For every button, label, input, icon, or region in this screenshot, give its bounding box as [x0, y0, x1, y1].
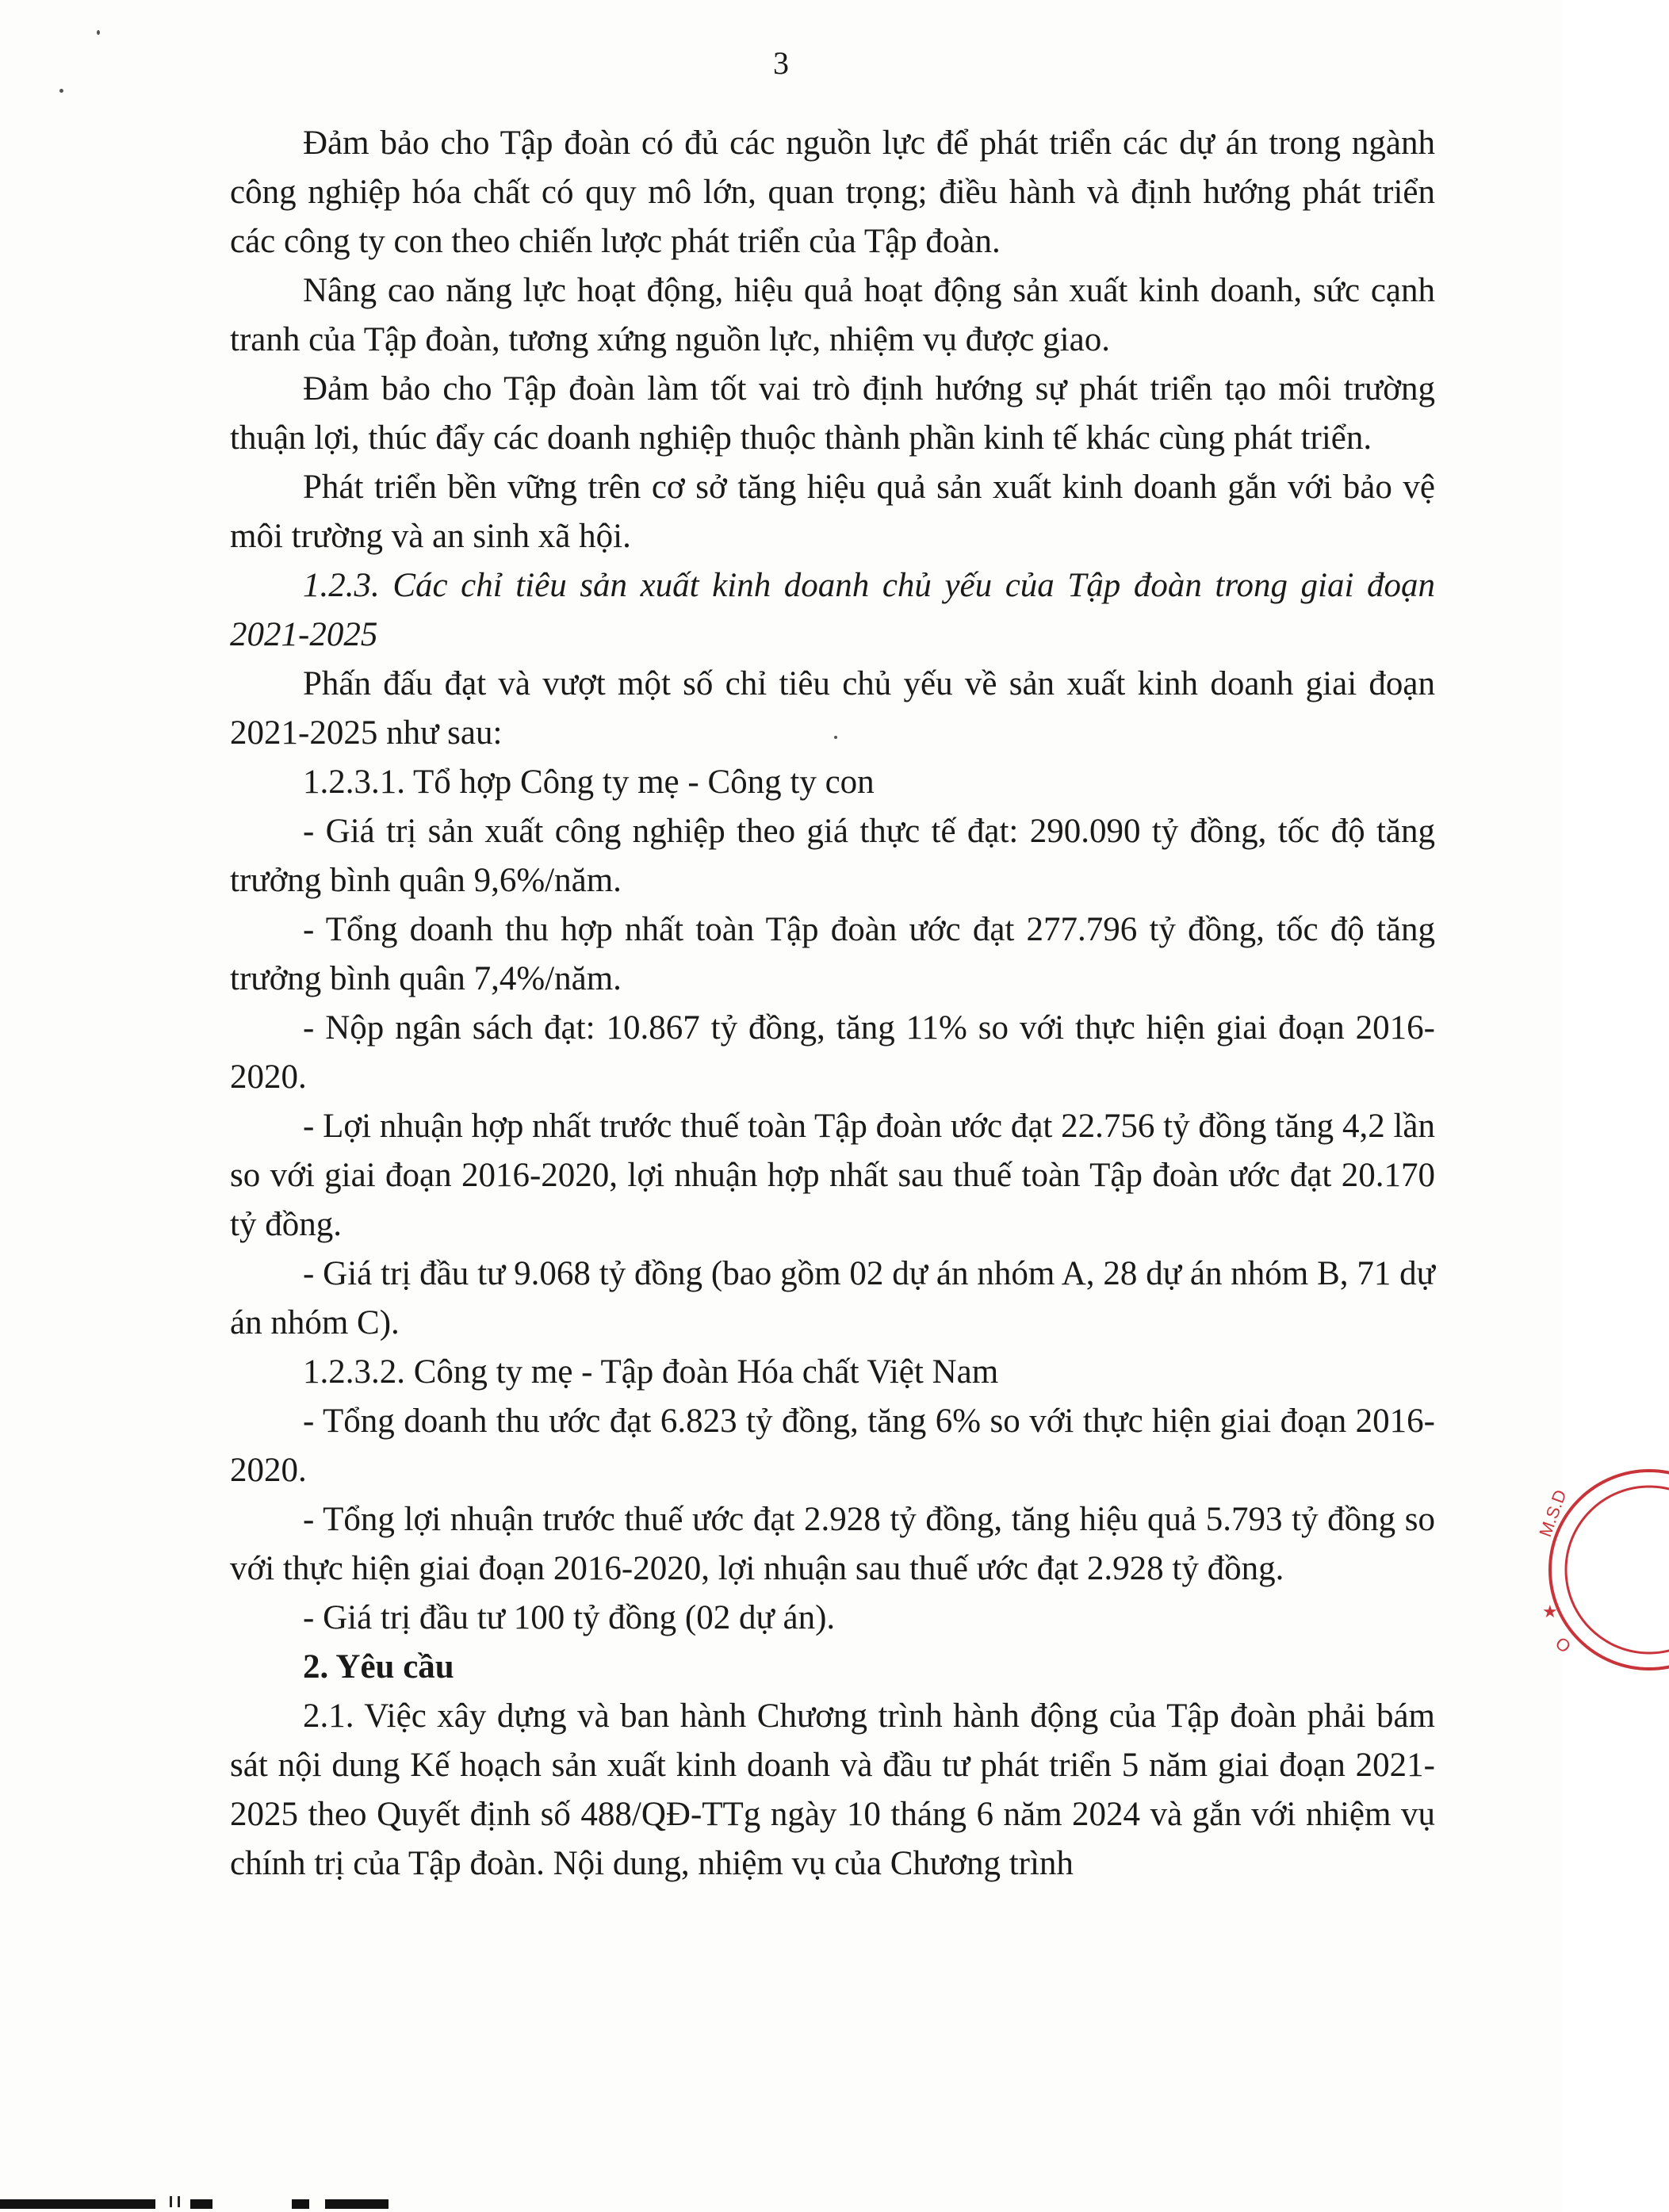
document-body — [230, 119, 1435, 1889]
list-item: - Tổng lợi nhuận trước thuế ước đạt 2.928 tỷ đồng, tăng hiệu quả 5.793 tỷ đồng so với thực hiện giai đoạn 2016-2020, lợi nhuận sau thuế ước đạt 2.928 tỷ đồng. — [230, 1501, 1435, 1587]
scan-edge-bar — [292, 2199, 309, 2209]
list-item: - Tổng doanh thu ước đạt 6.823 tỷ đồng, tăng 6% so với thực hiện giai đoạn 2016-2020. — [230, 1403, 1435, 1489]
paragraph: Đảm bảo cho Tập đoàn có đủ các nguồn lực để phát triển các dự án trong ngành công nghiệp hóa chất có quy mô lớn, quan trọng; điều hành và định hướng phát triển các công ty con theo chiến lược phát triển của Tập đoàn. — [230, 124, 1435, 260]
paragraph: Phấn đấu đạt và vượt một số chỉ tiêu chủ yếu về sản xuất kinh doanh giai đoạn 2021-2025 như sau: — [230, 665, 1435, 752]
stamp-inner-ring — [1566, 1487, 1669, 1653]
subsection-heading-1-2-3-2: 1.2.3.2. Công ty mẹ - Tập đoàn Hóa chất Việt Nam — [303, 1353, 999, 1391]
list-item: - Giá trị đầu tư 9.068 tỷ đồng (bao gồm 02 dự án nhóm A, 28 dự án nhóm B, 71 dự án nhóm C). — [230, 1255, 1435, 1341]
list-item: - Tổng doanh thu hợp nhất toàn Tập đoàn ước đạt 277.796 tỷ đồng, tốc độ tăng trưởng bình quân 7,4%/năm. — [230, 911, 1435, 997]
section-heading-2: 2. Yêu cầu — [303, 1648, 454, 1686]
list-item: - Lợi nhuận hợp nhất trước thuế toàn Tập đoàn ước đạt 22.756 tỷ đồng tăng 4,2 lần so với giai đoạn 2016-2020, lợi nhuận hợp nhất sau thuế toàn Tập đoàn ước đạt 20.170 tỷ đồng. — [230, 1108, 1435, 1243]
paragraph: Đảm bảo cho Tập đoàn làm tốt vai trò định hướng sự phát triển tạo môi trường thuận lợi, thúc đẩy các doanh nghiệp thuộc thành phần kinh tế khác cùng phát triển. — [230, 370, 1435, 457]
scan-edge-bar — [325, 2199, 389, 2209]
scan-speck — [97, 30, 100, 35]
paragraph: Phát triển bền vững trên cơ sở tăng hiệu quả sản xuất kinh doanh gắn với bảo vệ môi trường và an sinh xã hội. — [230, 469, 1435, 555]
scan-speck — [59, 89, 63, 93]
page-number: 3 — [773, 45, 789, 81]
section-heading-1-2-3: 1.2.3. Các chỉ tiêu sản xuất kinh doanh chủ yếu của Tập đoàn trong giai đoạn 2021-2025 — [230, 567, 1435, 653]
stamp-text: O — [1551, 1632, 1575, 1657]
scan-edge-tick — [170, 2196, 172, 2207]
scan-edge-bar — [0, 2199, 155, 2209]
stamp-text: M.S.D — [1535, 1487, 1571, 1540]
list-item: - Giá trị sản xuất công nghiệp theo giá thực tế đạt: 290.090 tỷ đồng, tốc độ tăng trưởng bình quân 9,6%/năm. — [230, 813, 1435, 899]
subsection-heading-1-2-3-1: 1.2.3.1. Tổ hợp Công ty mẹ - Công ty con — [303, 763, 875, 801]
paragraph: 2.1. Việc xây dựng và ban hành Chương trình hành động của Tập đoàn phải bám sát nội dung Kế hoạch sản xuất kinh doanh và đầu tư phát triển 5 năm giai đoạn 2021-2025 theo Quyết định số 488/QĐ-TTg ngày 10 tháng 6 năm 2024 và gắn với nhiệm vụ chính trị của Tập đoàn. Nội dung, nhiệm vụ của Chương trình — [230, 1697, 1435, 1882]
stamp-text: ★ — [1542, 1602, 1558, 1621]
list-item: - Nộp ngân sách đạt: 10.867 tỷ đồng, tăng 11% so với thực hiện giai đoạn 2016-2020. — [230, 1009, 1435, 1096]
seal-stamp-fragment — [1510, 1451, 1669, 1689]
paragraph: Nâng cao năng lực hoạt động, hiệu quả hoạt động sản xuất kinh doanh, sức cạnh tranh của Tập đoàn, tương xứng nguồn lực, nhiệm vụ được giao. — [230, 272, 1435, 358]
scan-edge-bar — [190, 2199, 212, 2209]
list-item: - Giá trị đầu tư 100 tỷ đồng (02 dự án). — [303, 1599, 836, 1636]
scan-edge-tick — [178, 2196, 180, 2207]
